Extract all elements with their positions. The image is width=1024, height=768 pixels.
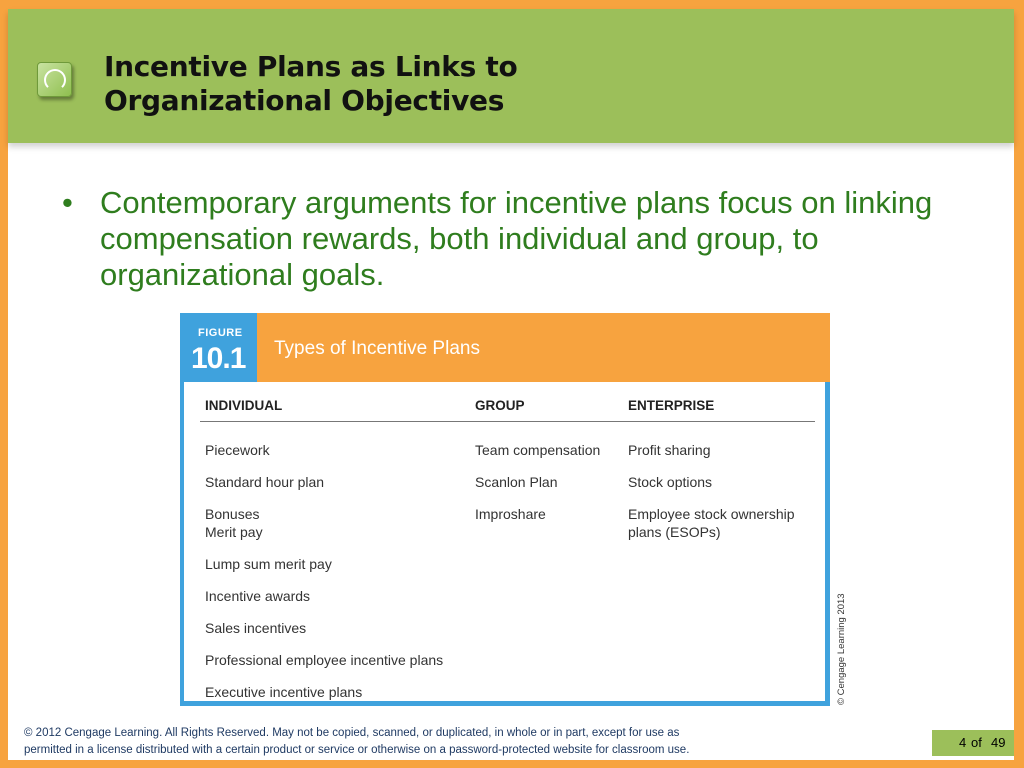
column-header-individual: INDIVIDUAL: [205, 398, 283, 413]
table-cell: Scanlon Plan: [475, 474, 558, 490]
table-cell: Sales incentives: [205, 620, 307, 636]
figure-copyright: [836, 585, 848, 705]
table-cell: Improshare: [475, 506, 546, 522]
figure-title: Types of Incentive Plans: [274, 338, 480, 359]
slide-bullet-icon: [37, 62, 72, 97]
figure-10-1: [180, 313, 830, 706]
figure-number: 10.1: [191, 342, 246, 375]
table-cell: Standard hour plan: [205, 474, 325, 490]
slide-title: [104, 50, 517, 118]
header-divider: [200, 421, 815, 422]
table-cell: Merit pay: [205, 524, 263, 540]
column-header-enterprise: ENTERPRISE: [628, 398, 715, 413]
figure-label-word: FIGURE: [198, 327, 243, 339]
bullet-dot-icon: •: [62, 185, 73, 220]
column-header-group: GROUP: [475, 398, 525, 413]
table-cell: Stock options: [628, 474, 713, 490]
incentive-table: [184, 382, 825, 701]
table-cell: Incentive awards: [205, 588, 311, 604]
figure-header: [257, 313, 830, 382]
table-cell: Team compensation: [475, 442, 601, 458]
table-cell: Professional employee incentive plans: [205, 652, 444, 668]
table-cell: Lump sum merit pay: [205, 556, 332, 572]
table-cell: Employee stock ownership: [628, 506, 795, 522]
page-number-box: [932, 730, 1014, 756]
page-current: 4: [959, 735, 967, 750]
table-cell: plans (ESOPs): [628, 524, 721, 540]
page-total: 49: [991, 735, 1006, 750]
table-cell: Piecework: [205, 442, 270, 458]
footer-copyright-line-1: © 2012 Cengage Learning. All Rights Reserved. May not be copied, scanned, or duplicated, in whole or in part, except for use as: [24, 727, 680, 739]
slide-title-line-2: Organizational Objectives: [104, 84, 505, 117]
bullet-text: Contemporary arguments for incentive plans focus on linking compensation rewards, both individual and group, to organizational goals.: [100, 185, 933, 292]
table-cell: Profit sharing: [628, 442, 711, 458]
figure-label: [180, 313, 257, 382]
table-cell: Executive incentive plans: [205, 684, 363, 700]
footer-copyright: [24, 725, 824, 759]
slide-title-line-1: Incentive Plans as Links to: [104, 50, 518, 83]
figure-copyright-text: © Cengage Learning 2013: [836, 593, 847, 705]
table-cell: Bonuses: [205, 506, 260, 522]
page-of-label: of: [971, 735, 982, 750]
footer-copyright-line-2: permitted in a license distributed with a certain product or service or otherwise on a password-protected website for classroom use.: [24, 744, 690, 756]
